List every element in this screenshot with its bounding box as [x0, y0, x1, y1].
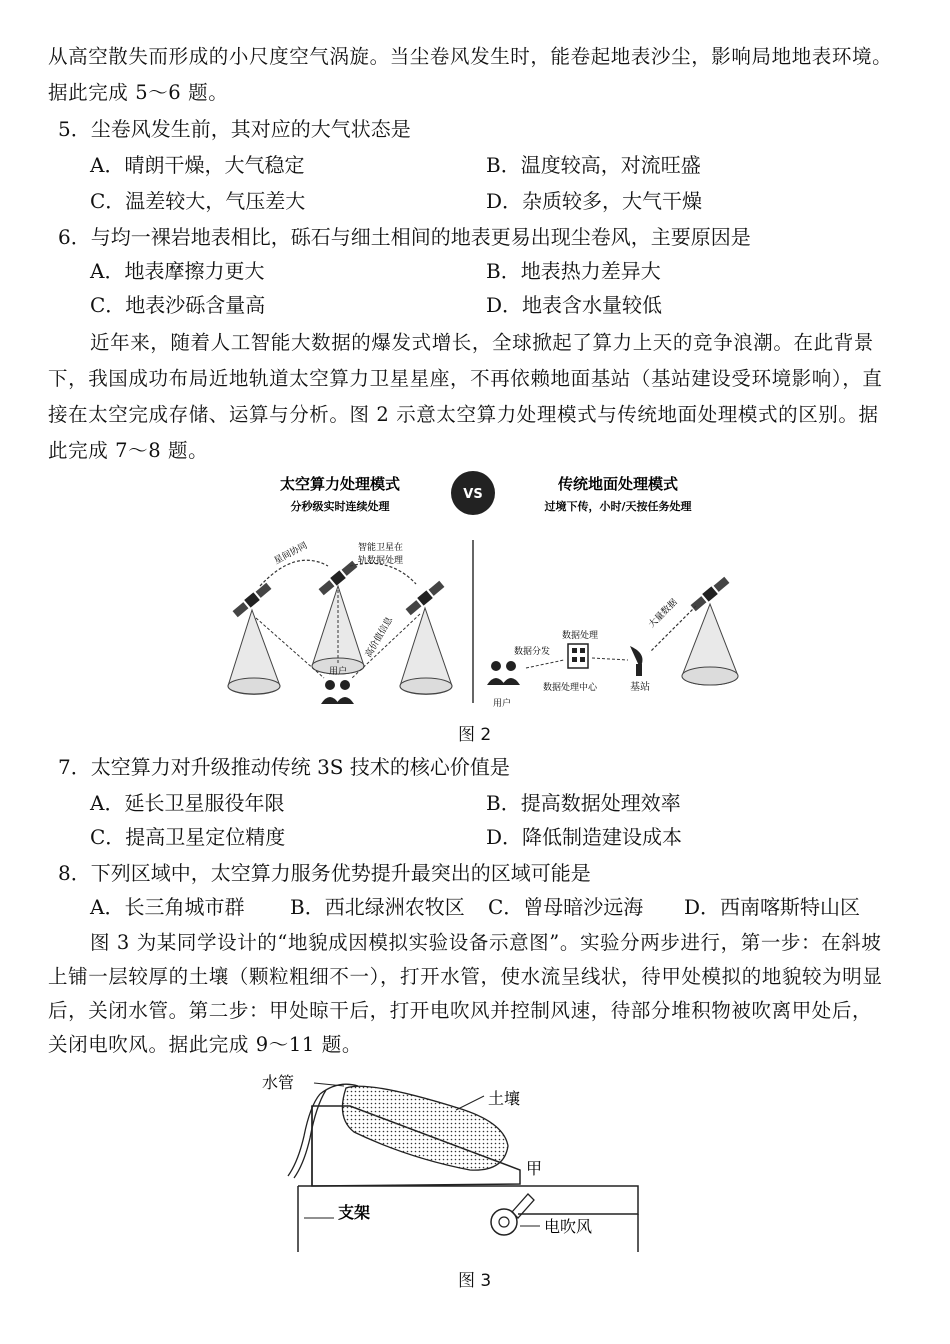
satellite-cone-right: [682, 604, 738, 685]
label-dianchuifeng: 电吹风: [544, 1217, 593, 1236]
question-8-option-b: B．西北绿洲农牧区: [290, 895, 465, 919]
figure-2-right-title: 传统地面处理模式: [557, 475, 679, 493]
figure-2-left-title: 太空算力处理模式: [279, 475, 401, 493]
water-pipe-outline: [294, 1090, 326, 1178]
satellite-cone-1: [228, 610, 280, 694]
question-8-option-a: A．长三角城市群: [90, 895, 245, 919]
passage-2-line-3: 接在太空完成存储、运算与分析。图 2 示意太空算力处理模式与传统地面处理模式的区别。据: [48, 403, 879, 426]
question-5-option-a: A．晴朗干燥，大气稳定: [90, 153, 305, 177]
label-smart-1: 智能卫星在: [358, 543, 404, 553]
label-jia: 甲: [526, 1159, 543, 1178]
passage-2-line-2: 下，我国成功布局近地轨道太空算力卫星星座，不再依赖地面基站（基站建设受环境影响），直: [48, 367, 883, 390]
question-6-option-c: C．地表沙砾含量高: [90, 293, 266, 317]
data-center-icon: [568, 644, 588, 668]
intro-line-1: 从高空散失而形成的小尺度空气涡旋。当尘卷风发生时，能卷起地表沙尘，影响局地地表环境。: [48, 45, 893, 68]
vs-label: VS: [463, 487, 483, 502]
passage-2-line-4: 此完成 7～8 题。: [48, 439, 209, 462]
question-7-stem: 7．太空算力对升级推动传统 3S 技术的核心价值是: [58, 755, 510, 779]
question-6-option-a: A．地表摩擦力更大: [90, 259, 265, 283]
figure-2: [200, 468, 760, 718]
label-user-right: 用户: [492, 699, 512, 709]
intro-line-2: 据此完成 5～6 题。: [48, 81, 229, 104]
question-5-option-c: C．温差较大，气压差大: [90, 189, 306, 213]
figure-2-left-subtitle: 分秒级实时连续处理: [290, 500, 390, 513]
question-6-option-d: D．地表含水量较低: [486, 293, 663, 317]
question-6-stem: 6．与均一裸岩地表相比，砾石与细土相间的地表更易出现尘卷风，主要原因是: [58, 225, 751, 249]
question-5-option-b: B．温度较高，对流旺盛: [486, 153, 701, 177]
passage-3-line-2: 上铺一层较厚的土壤（颗粒粗细不一），打开水管，使水流呈线状，待甲处模拟的地貌较为明显: [48, 965, 883, 988]
question-7-option-b: B．提高数据处理效率: [486, 791, 681, 815]
label-shujuchuli: 数据处理: [561, 631, 599, 641]
user-group-icon: [321, 680, 354, 704]
label-shujufenfa: 数据分发: [513, 647, 551, 657]
question-6-option-b: B．地表热力差异大: [486, 259, 661, 283]
link-arc-1: [260, 560, 328, 586]
center-to-user-arrow: [526, 660, 564, 668]
question-7-option-d: D．降低制造建设成本: [486, 825, 683, 849]
label-dalang: 大量数据: [647, 597, 680, 631]
question-7-option-a: A．延长卫星服役年限: [90, 791, 285, 815]
passage-3-line-1: 图 3 为某同学设计的“地貌成因模拟实验设备示意图”。实验分两步进行，第一步：在斜坡: [90, 931, 882, 954]
label-zhijia: 支架: [338, 1203, 371, 1222]
soil-label-arrow: [456, 1096, 484, 1110]
figure-3: [258, 1066, 658, 1266]
passage-3-line-4: 关闭电吹风。据此完成 9～11 题。: [48, 1033, 362, 1056]
label-center: 数据处理中心: [542, 683, 598, 693]
label-jizhan: 基站: [630, 682, 650, 693]
ground-station-icon: [630, 646, 642, 676]
question-8-option-d: D．西南喀斯特山区: [684, 895, 861, 919]
satellite-cone-3: [400, 608, 452, 694]
figure-2-right-subtitle: 过境下传，小时/天按任务处理: [544, 500, 692, 513]
user-group-icon: [487, 661, 520, 685]
figure-3-caption: 图 3: [458, 1271, 492, 1291]
question-5-stem: 5．尘卷风发生前，其对应的大气状态是: [58, 117, 411, 141]
passage-2-line-1: 近年来，随着人工智能大数据的爆发式增长，全球掀起了算力上天的竞争浪潮。在此背景: [90, 331, 874, 354]
link-arc-2: [350, 563, 416, 584]
question-8-option-c: C．曾母暗沙远海: [488, 895, 644, 919]
figure-2-caption: 图 2: [458, 725, 492, 745]
label-user-left: 用户: [328, 667, 348, 677]
label-gaojiazhi: 高价值信息: [363, 615, 396, 660]
station-to-center-arrow: [592, 658, 628, 660]
passage-3-line-3: 后，关闭水管。第二步：甲处晾干后，打开电吹风并控制风速，待部分堆积物被吹离甲处后，: [48, 999, 873, 1022]
question-5-option-d: D．杂质较多，大气干燥: [486, 189, 703, 213]
label-turang: 土壤: [488, 1089, 521, 1108]
label-smart-2: 轨数据处理: [358, 556, 404, 566]
label-shuiguan: 水管: [262, 1073, 295, 1092]
question-7-option-c: C．提高卫星定位精度: [90, 825, 286, 849]
label-xingjian: 星间协同: [272, 540, 310, 567]
soil-layer: [342, 1086, 508, 1170]
question-8-stem: 8．下列区域中，太空算力服务优势提升最突出的区域可能是: [58, 861, 591, 885]
